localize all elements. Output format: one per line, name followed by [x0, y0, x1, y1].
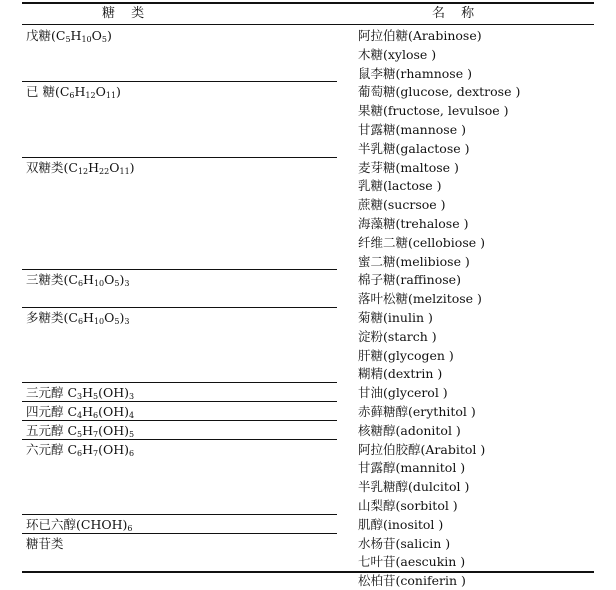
group-label: [26, 422, 134, 440]
table-row: 果糖(fructose, levulsoe ): [358, 103, 509, 119]
group-label: [26, 403, 134, 421]
table-row: 乳糖(lactose ): [358, 178, 442, 194]
table-row: 山梨醇(sorbitol ): [358, 498, 458, 513]
label-text: O: [95, 84, 106, 100]
table-row: 半乳糖醇(dulcitol ): [358, 479, 470, 495]
label-subscript: 6: [93, 411, 99, 420]
group-divider: [22, 401, 337, 402]
label-text: 四元醇 C: [26, 404, 78, 419]
label-subscript: 5: [65, 35, 71, 44]
group-label: [26, 535, 64, 553]
label-text: O: [109, 159, 120, 175]
table-row: 阿拉伯胶醇(Arabitol ): [358, 441, 486, 457]
label-subscript: 4: [77, 411, 83, 420]
table-row: 核糖醇(adonitol ): [358, 422, 461, 438]
group-divider: [22, 514, 337, 515]
label-subscript: 11: [105, 91, 117, 101]
label-text: (OH): [98, 385, 130, 401]
group-label: [26, 27, 112, 45]
table-row: 赤藓糖醇(erythitol ): [358, 404, 476, 419]
header-name: 名 称: [432, 6, 481, 21]
table-row: 淀粉(starch ): [358, 328, 437, 344]
table-row: 菊糖(inulin ): [358, 310, 433, 325]
table-row: 阿拉伯糖(Arabinose): [358, 28, 482, 43]
label-text: 双糖类(C: [26, 159, 78, 175]
header-rule: [22, 24, 594, 25]
label-subscript: 22: [99, 166, 110, 176]
group-divider: [22, 157, 337, 158]
label-subscript: 5: [101, 35, 107, 44]
group-divider: [22, 269, 337, 270]
bottom-rule: [22, 571, 594, 573]
group-divider: [22, 307, 337, 308]
table-row: 纤维二糖(cellobiose ): [358, 234, 485, 250]
label-text: ): [116, 84, 121, 100]
table-row: 木糖(xylose ): [358, 46, 437, 62]
label-subscript: 10: [93, 317, 105, 326]
label-subscript: 10: [81, 35, 92, 44]
group-label: [26, 271, 129, 289]
label-subscript: 6: [129, 448, 135, 458]
label-subscript: 7: [93, 448, 99, 458]
group-label: [26, 384, 134, 402]
table-row: 水杨苷(salicin ): [358, 535, 451, 551]
label-text: 糖苷类: [26, 535, 64, 551]
label-subscript: 7: [93, 429, 99, 439]
label-text: 环已六醇(CHOH): [26, 516, 128, 532]
label-subscript: 6: [77, 279, 84, 289]
label-text: (OH): [98, 422, 130, 438]
label-subscript: 4: [129, 411, 135, 420]
header-category: 糖 类: [102, 6, 151, 21]
label-subscript: 11: [119, 166, 130, 176]
group-label: [26, 516, 132, 534]
label-text: (OH): [98, 404, 130, 419]
group-divider: [22, 439, 337, 440]
label-subscript: 6: [127, 523, 133, 533]
label-subscript: 12: [85, 91, 96, 101]
label-text: 已 糖(C: [26, 84, 70, 100]
label-text: H: [82, 422, 94, 438]
label-text: H: [70, 28, 82, 43]
label-text: H: [82, 385, 94, 401]
table-row: 蔗糖(sucrsoe ): [358, 197, 446, 213]
label-text: O: [91, 28, 102, 43]
label-text: ): [106, 28, 112, 43]
top-rule: [22, 2, 594, 4]
label-subscript: 3: [124, 279, 130, 289]
label-text: 六元醇 C: [26, 441, 78, 457]
label-subscript: 6: [77, 317, 84, 326]
label-text: ): [129, 159, 135, 175]
table-row: 甘露醇(mannitol ): [358, 460, 466, 476]
table-row: 甘油(glycerol ): [358, 385, 448, 401]
group-label: [26, 441, 134, 459]
label-text: O: [104, 310, 115, 325]
label-subscript: 5: [77, 429, 83, 439]
table-row: 鼠李糖(rhamnose ): [358, 65, 472, 81]
group-label: [26, 309, 129, 327]
table-row: 肌醇(inositol ): [358, 516, 444, 532]
label-subscript: 3: [124, 317, 130, 326]
table-row: 葡萄糖(glucose, dextrose ): [358, 84, 521, 100]
table-row: 肝糖(glycogen ): [358, 347, 454, 363]
label-text: 戊糖(C: [26, 28, 66, 43]
label-subscript: 5: [129, 429, 135, 439]
label-subscript: 5: [114, 279, 120, 289]
table-row: 海藻糖(trehalose ): [358, 216, 469, 231]
label-text: H: [83, 272, 94, 288]
table-row: 甘露糖(mannose ): [358, 122, 466, 137]
table-row: 七叶苷(aescukin ): [358, 554, 466, 570]
label-subscript: 6: [77, 448, 83, 458]
label-subscript: 3: [77, 392, 83, 402]
label-text: H: [74, 84, 86, 100]
label-text: O: [104, 272, 115, 288]
group-label: [26, 159, 135, 177]
table-row: 松柏苷(coniferin ): [358, 573, 466, 589]
sugar-table: [22, 0, 594, 589]
table-row: 麦芽糖(maltose ): [358, 159, 459, 175]
label-text: H: [83, 310, 94, 325]
label-text: 多糖类(C: [26, 310, 78, 325]
table-row: 落叶松糖(melzitose ): [358, 291, 482, 307]
label-text: 三元醇 C: [26, 385, 78, 401]
group-divider: [22, 81, 337, 82]
label-text: H: [82, 441, 94, 457]
label-text: (OH): [98, 441, 130, 457]
label-subscript: 6: [69, 91, 75, 101]
group-label: [26, 83, 121, 101]
label-subscript: 3: [129, 392, 135, 402]
label-text: 三糖类(C: [26, 272, 78, 288]
label-subscript: 12: [77, 166, 89, 176]
label-subscript: 5: [114, 317, 120, 326]
label-text: H: [88, 159, 100, 175]
label-subscript: 5: [93, 392, 99, 402]
table-row: 半乳糖(galactose ): [358, 140, 470, 156]
label-text: 五元醇 C: [26, 422, 78, 438]
group-divider: [22, 382, 337, 383]
group-divider: [22, 420, 337, 421]
table-row: 蜜二糖(melibiose ): [358, 253, 470, 269]
table-row: 棉子糖(raffinose): [358, 272, 461, 288]
table-row: 糊精(dextrin ): [358, 366, 443, 382]
label-text: ): [119, 272, 125, 288]
label-text: H: [82, 404, 94, 419]
label-text: ): [119, 310, 125, 325]
group-divider: [22, 533, 337, 534]
label-subscript: 10: [93, 279, 105, 289]
